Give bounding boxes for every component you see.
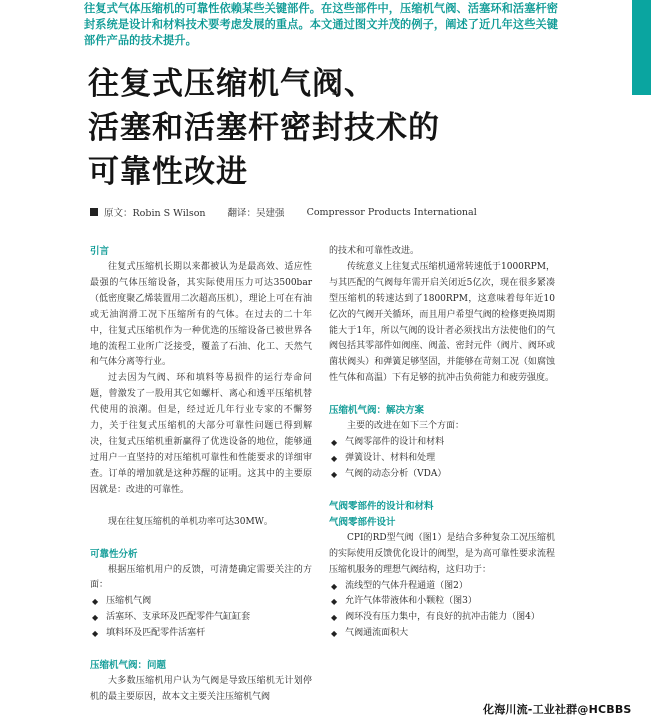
list-item — [329, 626, 555, 642]
diamond-bullet-icon: ◆ — [92, 613, 99, 623]
byline — [90, 205, 620, 219]
intro-line: 部件产品的技术提升。 — [84, 34, 197, 48]
paragraph: 过去因为气阀、环和填料等易损件的运行寿命问题，曾激发了一股用其它如螺杆、离心和透平压缩机替代使用的浪潮。但是，经过近几年行业专家的不懈努力，关于往复式压缩机的大部分可靠性问题已得到解决，往复式压缩机重新赢得了优选设备的地位，能够通过用户一直坚持的对压缩机可靠性和性能要求的详细审查。订单的增加就是这种苏醒的证明。这其中的主要原因就是：改进的可靠性。 — [90, 373, 312, 495]
right-column — [329, 244, 555, 642]
paragraph: 主要的改进在如下三个方面： — [347, 421, 465, 432]
left-column — [90, 244, 312, 706]
section-heading-valve-problem: 压缩机气阀：问题 — [90, 660, 167, 672]
diamond-bullet-icon: ◆ — [331, 597, 338, 607]
section-heading-reliability: 可靠性分析 — [90, 548, 138, 560]
section-heading-design: 气阀零部件的设计和材料 — [329, 500, 434, 512]
section-subheading-design: 气阀零部件设计 — [329, 516, 396, 528]
diamond-bullet-icon: ◆ — [92, 629, 99, 639]
bullet-list — [90, 594, 312, 642]
title-line: 可靠性改进 — [88, 154, 248, 190]
list-item — [329, 579, 555, 595]
bullet-list — [329, 579, 555, 643]
list-item-text: 气阀通流面积大 — [345, 628, 409, 639]
intro-lead — [84, 1, 612, 50]
author: 原文：Robin S Wilson — [104, 208, 206, 219]
list-item — [90, 594, 312, 610]
diamond-bullet-icon: ◆ — [92, 597, 99, 607]
diamond-bullet-icon: ◆ — [331, 629, 338, 639]
list-item-text: 阀环没有压力集中，有良好的抗冲击能力（图4） — [345, 612, 540, 623]
list-item-text: 活塞环、支承环及匹配零件气缸缸套 — [106, 612, 251, 623]
square-bullet-icon — [90, 208, 98, 216]
list-item-text: 气阀的动态分析（VDA） — [345, 468, 447, 479]
watermark: 化海川流-工业社群@HCBBS — [483, 703, 632, 716]
list-item-text: 允许气体带液体和小颗粒（图3） — [345, 596, 477, 607]
intro-line: 往复式气体压缩机的可靠性依赖某些关键部件。在这些部件中，压缩机气阀、活塞环和活塞杆密 — [84, 2, 559, 15]
accent-bar — [632, 0, 651, 95]
intro-line: 封系统是设计和材料技术要考虑发展的重点。本文通过图文并茂的例子，阐述了近几年这些关键 — [84, 18, 559, 32]
diamond-bullet-icon: ◆ — [331, 438, 338, 448]
list-item-text: 气阀零部件的设计和材料 — [345, 437, 445, 448]
list-item — [329, 610, 555, 626]
list-item — [329, 451, 555, 467]
section-heading-intro: 引言 — [90, 246, 110, 257]
paragraph: 的技术和可靠性改进。 — [329, 246, 420, 256]
paragraph: 大多数压缩机用户认为气阀是导致压缩机无计划停机的最主要原因，故本文主要关注压缩机气阀 — [90, 676, 312, 702]
list-item — [329, 594, 555, 610]
diamond-bullet-icon: ◆ — [331, 613, 338, 623]
list-item — [329, 435, 555, 451]
diamond-bullet-icon: ◆ — [331, 453, 338, 463]
list-item-text: 弹簧设计、材料和处理 — [345, 452, 436, 463]
organization: Compressor Products International — [306, 206, 477, 218]
article-title — [88, 62, 618, 194]
section-heading-solution: 压缩机气阀：解决方案 — [329, 405, 425, 417]
diamond-bullet-icon: ◆ — [331, 469, 338, 479]
paragraph: CPI的RD型气阀（图1）是结合多种复杂工况压缩机的实际使用反馈优化设计的阀型，是为高可靠性要求流程压缩机服务的理想气阀结构，这归功于： — [329, 532, 555, 575]
translator: 翻译：吴建强 — [227, 208, 285, 219]
paragraph: 往复式压缩机长期以来都被认为是最高效、适应性最强的气体压缩设备，其实际使用压力可达3500bar（低密度聚乙烯装置用二次超高压机），理论上可在有油或无油润滑工况下压缩所有的气体。在过去的二十年中，往复式压缩机作为一种优选的压缩设备已被世界各地的流程工业所广泛接受，覆盖了石油、化工、天然气和气体分离等行业。 — [90, 262, 312, 368]
title-line: 活塞和活塞杆密封技术的 — [88, 110, 440, 146]
list-item — [329, 467, 555, 483]
list-item — [90, 626, 312, 642]
title-line: 往复式压缩机气阀、 — [88, 66, 376, 102]
paragraph: 现在往复压缩机的单机功率可达30MW。 — [108, 516, 273, 527]
list-item-text: 填料环及匹配零件活塞杆 — [106, 628, 206, 639]
list-item-text: 流线型的气体升程通道（图2） — [345, 580, 468, 591]
list-item — [90, 610, 312, 626]
diamond-bullet-icon: ◆ — [331, 581, 338, 591]
paragraph: 传统意义上往复式压缩机通常转速低于1000RPM，与其匹配的气阀每年需开启关闭近5亿次，现在很多紧凑型压缩机的转速达到了1800RPM，这意味着每年近10亿次的气阀开关循环，而且用户希望气阀的检修更换周期能大于1年，所以气阀的设计者必须找出方法使他们的气阀包括其零部件如阀座、阀盖、密封元件（阀片、阀环或菌状阀头）和弹簧足够坚固，并能够在苛刻工况（如腐蚀性气体和高温）下有足够的抗冲击负荷能力和疲劳强度。 — [329, 261, 555, 384]
bullet-list — [329, 435, 555, 483]
paragraph: 根据压缩机用户的反馈，可清楚确定需要关注的方面： — [90, 564, 312, 591]
list-item-text: 压缩机气阀 — [106, 596, 152, 607]
